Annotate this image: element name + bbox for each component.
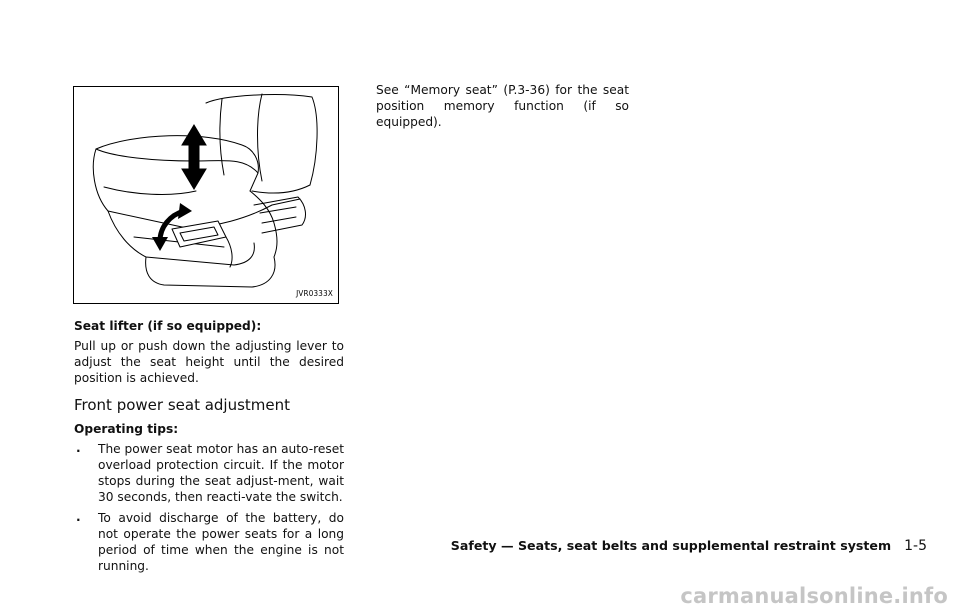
seat-lifter-illustration xyxy=(74,87,340,305)
left-column xyxy=(74,318,344,579)
seat-lifter-figure xyxy=(73,86,339,304)
bullet-item xyxy=(74,510,344,574)
section-heading: Front power seat adjustment xyxy=(74,396,291,414)
watermark: carmanualsonline.info xyxy=(680,584,948,608)
memory-seat-text: See “Memory seat” (P.3-36) for the seat position memory function (if so equipped). xyxy=(376,83,629,129)
bullet-mark: . xyxy=(76,510,81,524)
bullet-item xyxy=(74,441,344,505)
figure-code: JVR0333X xyxy=(296,289,333,298)
page-number: 1-5 xyxy=(904,538,927,554)
seat-lifter-text: Pull up or push down the adjusting lever to adjust the seat height until the desired position is achieved. xyxy=(74,339,344,385)
bullet-text: The power seat motor has an auto-reset overload protection circuit. If the motor stops during the seat adjust-ment, wait 30 seconds, then reacti-vate the switch. xyxy=(98,442,344,504)
bullet-mark: . xyxy=(76,441,81,455)
bullet-text: To avoid discharge of the battery, do not operate the power seats for a long period of time when the engine is not running. xyxy=(98,511,344,573)
seat-lifter-heading: Seat lifter (if so equipped): xyxy=(74,319,262,333)
operating-tips-heading: Operating tips: xyxy=(74,422,179,436)
footer-title: Safety — Seats, seat belts and supplemental restraint system xyxy=(450,538,892,553)
right-column xyxy=(376,82,629,130)
page-footer xyxy=(451,538,927,554)
